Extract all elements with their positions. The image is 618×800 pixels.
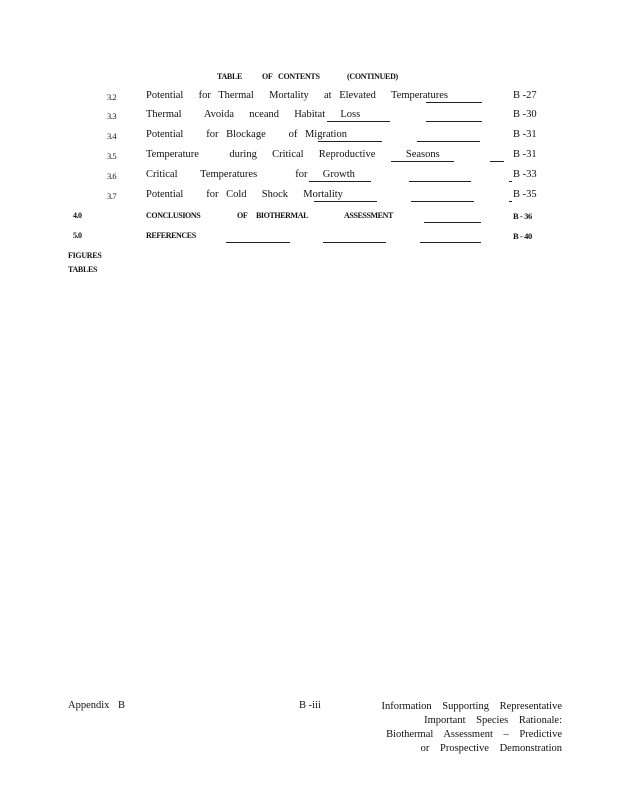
leader-line (391, 161, 454, 162)
leader-line (426, 102, 482, 103)
entry-number: 3.4 (107, 131, 117, 141)
entry-page: B -33 (513, 169, 537, 180)
heading-word-continued: (CONTINUED) (347, 72, 398, 81)
entry-title: Critical Temperatures for Growth (146, 169, 355, 180)
toc-entry-3-4[interactable] (0, 129, 618, 145)
entry-page: B -31 (513, 129, 537, 140)
entry-title: Potential for Cold Shock Mortality (146, 189, 343, 200)
toc-entry-4-0[interactable] (0, 210, 618, 226)
heading-word-contents: CONTENTS (278, 72, 320, 81)
entry-title (146, 231, 196, 258)
leader-line (411, 201, 474, 202)
toc-entry-5-0[interactable] (0, 230, 618, 246)
leader-line (420, 242, 481, 243)
footer-appendix: Appendix B (68, 700, 126, 711)
leader-line (323, 242, 386, 243)
entry-page: B -27 (513, 90, 537, 101)
entry-number: 5.0 (73, 231, 82, 240)
entry-page: B -35 (513, 189, 537, 200)
leader-line (409, 181, 471, 182)
toc-heading (0, 72, 618, 84)
leader-line (426, 121, 482, 122)
footer-info-line: Information Supporting Representative (381, 701, 562, 712)
entry-number: 4.0 (73, 211, 82, 220)
leader-line (314, 201, 377, 202)
leader-line (226, 242, 290, 243)
entry-title: Temperature during Critical Reproductive Seasons (146, 149, 440, 160)
leader-line (509, 201, 512, 202)
entry-title: Potential for Blockage of Migration (146, 129, 347, 140)
footer-info-line: or Prospective Demonstration (420, 743, 562, 754)
leader-line (509, 181, 512, 182)
entry-number: 3.6 (107, 171, 117, 181)
figures-label[interactable]: FIGURES (68, 251, 102, 260)
footer-document-info (382, 700, 562, 756)
leader-line (327, 121, 390, 122)
leader-line (318, 141, 382, 142)
title-word: OF (237, 211, 248, 220)
footer-info-line: Biothermal Assessment – Predictive (386, 729, 562, 740)
entry-page: B - 40 (513, 231, 532, 241)
footer-info-line: Important Species Rationale: (424, 715, 562, 726)
entry-title: Thermal Avoida nceand Habitat Loss (146, 109, 361, 120)
tables-label[interactable]: TABLES (68, 265, 98, 274)
toc-entry-3-5[interactable] (0, 149, 618, 165)
entry-number: 3.5 (107, 151, 117, 161)
entry-page: B - 36 (513, 211, 532, 221)
toc-entry-3-2[interactable] (0, 90, 618, 106)
entry-page: B -31 (513, 149, 537, 160)
toc-entry-3-7[interactable] (0, 189, 618, 205)
toc-entry-3-6[interactable] (0, 169, 618, 185)
title-word: REFERENCES (146, 231, 196, 240)
leader-line (424, 222, 481, 223)
title-word: BIOTHERMAL (256, 211, 309, 220)
title-word: CONCLUSIONS (146, 211, 201, 220)
toc-entry-3-3[interactable] (0, 109, 618, 125)
leader-line (417, 141, 480, 142)
entry-page: B -30 (513, 109, 537, 120)
heading-word-table: TABLE (217, 72, 243, 81)
title-word: ASSESSMENT (344, 211, 393, 220)
footer-page-number: B -iii (299, 700, 321, 711)
entry-number: 3.3 (107, 111, 117, 121)
leader-line (490, 161, 504, 162)
leader-line (309, 181, 371, 182)
heading-word-of: OF (262, 72, 273, 81)
entry-number: 3.7 (107, 191, 117, 201)
entry-title: Potential for Thermal Mortality at Elevated Temperatures (146, 90, 448, 101)
entry-number: 3.2 (107, 92, 117, 102)
